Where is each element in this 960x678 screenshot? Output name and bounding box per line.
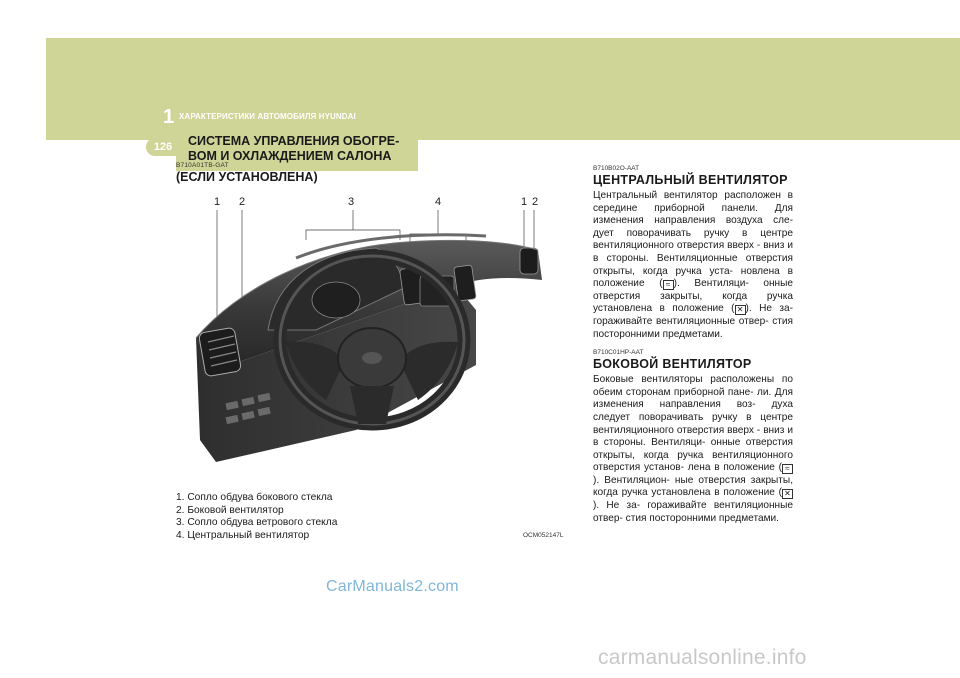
central-vent-heading: ЦЕНТРАЛЬНЫЙ ВЕНТИЛЯТОР: [593, 173, 788, 187]
right-column: [593, 165, 793, 525]
central-vent-code: B710B02O-AAT: [593, 165, 640, 172]
legend-item: 4. Центральный вентилятор: [176, 529, 310, 541]
section-title-line2: ВОМ И ОХЛАЖДЕНИЕМ САЛОНА: [188, 149, 392, 163]
header-band: [46, 38, 960, 140]
figure-legend: [176, 492, 337, 542]
section-title-line1: СИСТЕМА УПРАВЛЕНИЯ ОБОГРЕ-: [188, 134, 400, 148]
page-number: 126: [146, 138, 180, 156]
left-section-heading: (ЕСЛИ УСТАНОВЛЕНА): [176, 170, 318, 184]
legend-item: 3. Сопло обдува ветрового стекла: [176, 517, 338, 528]
vent-closed-icon: ✕: [782, 489, 793, 499]
vent-closed-icon: ✕: [735, 305, 746, 315]
figure-label-2b: 2: [532, 196, 539, 208]
vent-open-icon: ≈: [663, 280, 674, 290]
dashboard-illustration: [176, 190, 562, 480]
figure-code: OCM052147L: [523, 532, 564, 539]
figure-label-1b: 1: [521, 196, 528, 208]
dashboard-figure: [176, 190, 562, 480]
central-vent-text: Центральный вентилятор расположен в середине приборной панели. Для изменения направления воздуха сле- дует поворачивать ручку в центре вентиляционного отверстия вверх - вниз и в стороны. Вентиляционные отверстия открыты, когда ручка уста- новлена в положение ( ≈ ). Вентиляци- онные отверстия закрыты, когда ручка установлена в положение ( ✕ ). Не за- гораживайте вентиляционные отвер- стия посторонними предметами.: [593, 190, 793, 340]
section-title: [188, 134, 413, 164]
vent-open-icon: ≈: [782, 464, 793, 474]
figure-label-1a: 1: [214, 196, 221, 208]
figure-label-4: 4: [435, 196, 442, 208]
legend-item: 2. Боковой вентилятор: [176, 504, 284, 516]
chapter-number: 1: [163, 106, 175, 128]
side-vent-text: Боковые вентиляторы расположены по обеим сторонам приборной пане- ли. Для изменения направления воз- духа следует поворачивать ручку в центре вентиляционного отверстия вверх - вниз и в стороны. Вентиляци- онные отверстия открыты, когда ручка вентиляционного отверстия установ- лена в положение ( ≈). Вентиляцион- ные отверстия закрыты, когда ручка установлена в положение ( ✕). Не за- гораживайте вентиляционные отвер- стия посторонними предметами.: [593, 374, 793, 524]
side-vent-code: B710C01HP-AAT: [593, 349, 644, 357]
watermark-carmanualsonline[interactable]: carmanualsonline.info: [598, 646, 807, 669]
side-vent-heading: БОКОВОЙ ВЕНТИЛЯТОР: [593, 357, 752, 372]
legend-item: 1. Сопло обдува бокового стекла: [176, 492, 333, 503]
chapter-title: ХАРАКТЕРИСТИКИ АВТОМОБИЛЯ HYUNDAI: [179, 112, 356, 121]
left-section-code: B710A01TB-GAT: [176, 162, 229, 169]
watermark-carmanuals2[interactable]: CarManuals2.com: [326, 578, 459, 595]
figure-label-3: 3: [348, 196, 355, 208]
figure-label-2a: 2: [239, 196, 246, 208]
